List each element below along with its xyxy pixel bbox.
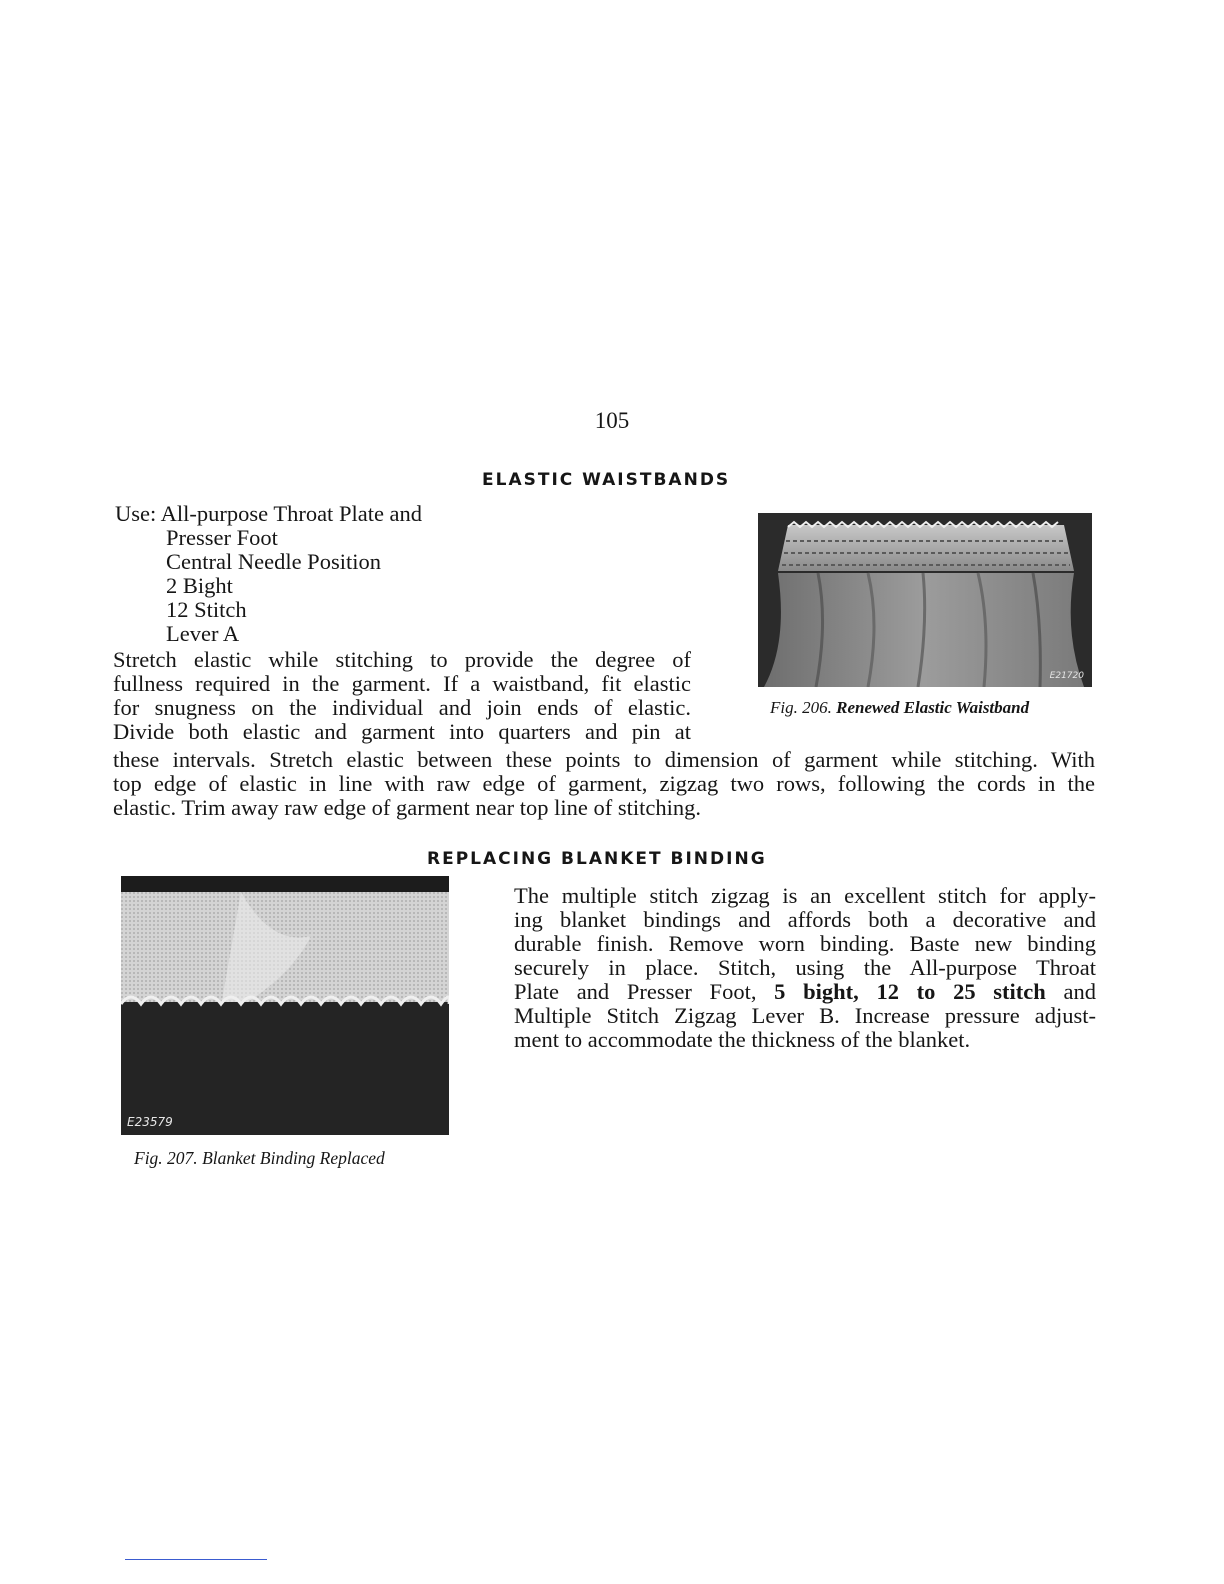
text-line: ing blanket bindings and affords both a decorative and (514, 907, 1096, 932)
use-first-line (115, 502, 422, 526)
text-line: elastic. Trim away raw edge of garment near top line of stitching. (113, 795, 701, 820)
text-line: durable finish. Remove worn binding. Baste new binding (514, 931, 1096, 956)
paragraph-elastic-narrow (113, 648, 691, 744)
text-line: securely in place. Stitch, using the All-purpose Throat (514, 955, 1096, 980)
photo-tag: E21720 (1049, 671, 1084, 681)
figure-207-caption (134, 1148, 385, 1169)
caption-title: Blanket Binding Replaced (202, 1148, 385, 1168)
figure-206-photo (758, 513, 1092, 687)
text-segment: and (1045, 979, 1096, 1004)
figure-206-caption (770, 698, 1029, 718)
footnote-rule (125, 1559, 267, 1560)
text-line-with-settings (514, 980, 1096, 1004)
text-line: these intervals. Stretch elastic between these points to dimension of garment while stitching. With (113, 747, 1095, 772)
paragraph-blanket-binding (514, 884, 1096, 1052)
caption-prefix: Fig. 206. (770, 698, 832, 717)
text-line: The multiple stitch zigzag is an excellent stitch for apply- (514, 883, 1096, 908)
caption-title: Renewed Elastic Waistband (836, 698, 1030, 717)
text-line: for snugness on the individual and join ends of elastic. (113, 695, 691, 720)
use-label: Use: (115, 501, 157, 526)
use-item: Lever A (166, 621, 240, 646)
use-list (115, 502, 422, 646)
text-segment: Plate and Presser Foot, (514, 979, 775, 1004)
use-item: All-purpose Throat Plate and (160, 501, 423, 526)
use-item: 12 Stitch (166, 597, 247, 622)
paragraph-elastic-wide (113, 748, 1095, 820)
caption-prefix: Fig. 207. (134, 1148, 198, 1168)
text-line: ment to accommodate the thickness of the blanket. (514, 1027, 971, 1052)
text-line: Divide both elastic and garment into quarters and pin at (113, 719, 691, 744)
text-line: Stretch elastic while stitching to provide the degree of (113, 647, 691, 672)
section-heading-replacing-blanket-binding: REPLACING BLANKET BINDING (427, 849, 767, 869)
figure-207-photo (121, 876, 449, 1135)
use-item: Presser Foot (166, 525, 278, 550)
use-item: 2 Bight (166, 573, 233, 598)
section-heading-elastic-waistbands: ELASTIC WAISTBANDS (482, 470, 731, 490)
text-line: fullness required in the garment. If a waistband, fit elastic (113, 671, 691, 696)
text-line: Multiple Stitch Zigzag Lever B. Increase pressure adjust- (514, 1003, 1096, 1028)
stitch-settings: 5 bight, 12 to 25 stitch (774, 979, 1046, 1004)
text-line: top edge of elastic in line with raw edge of garment, zigzag two rows, following the cords in the (113, 771, 1095, 796)
photo-tag: E23579 (127, 1115, 173, 1129)
page-number: 105 (594, 408, 630, 433)
use-item: Central Needle Position (166, 549, 381, 574)
